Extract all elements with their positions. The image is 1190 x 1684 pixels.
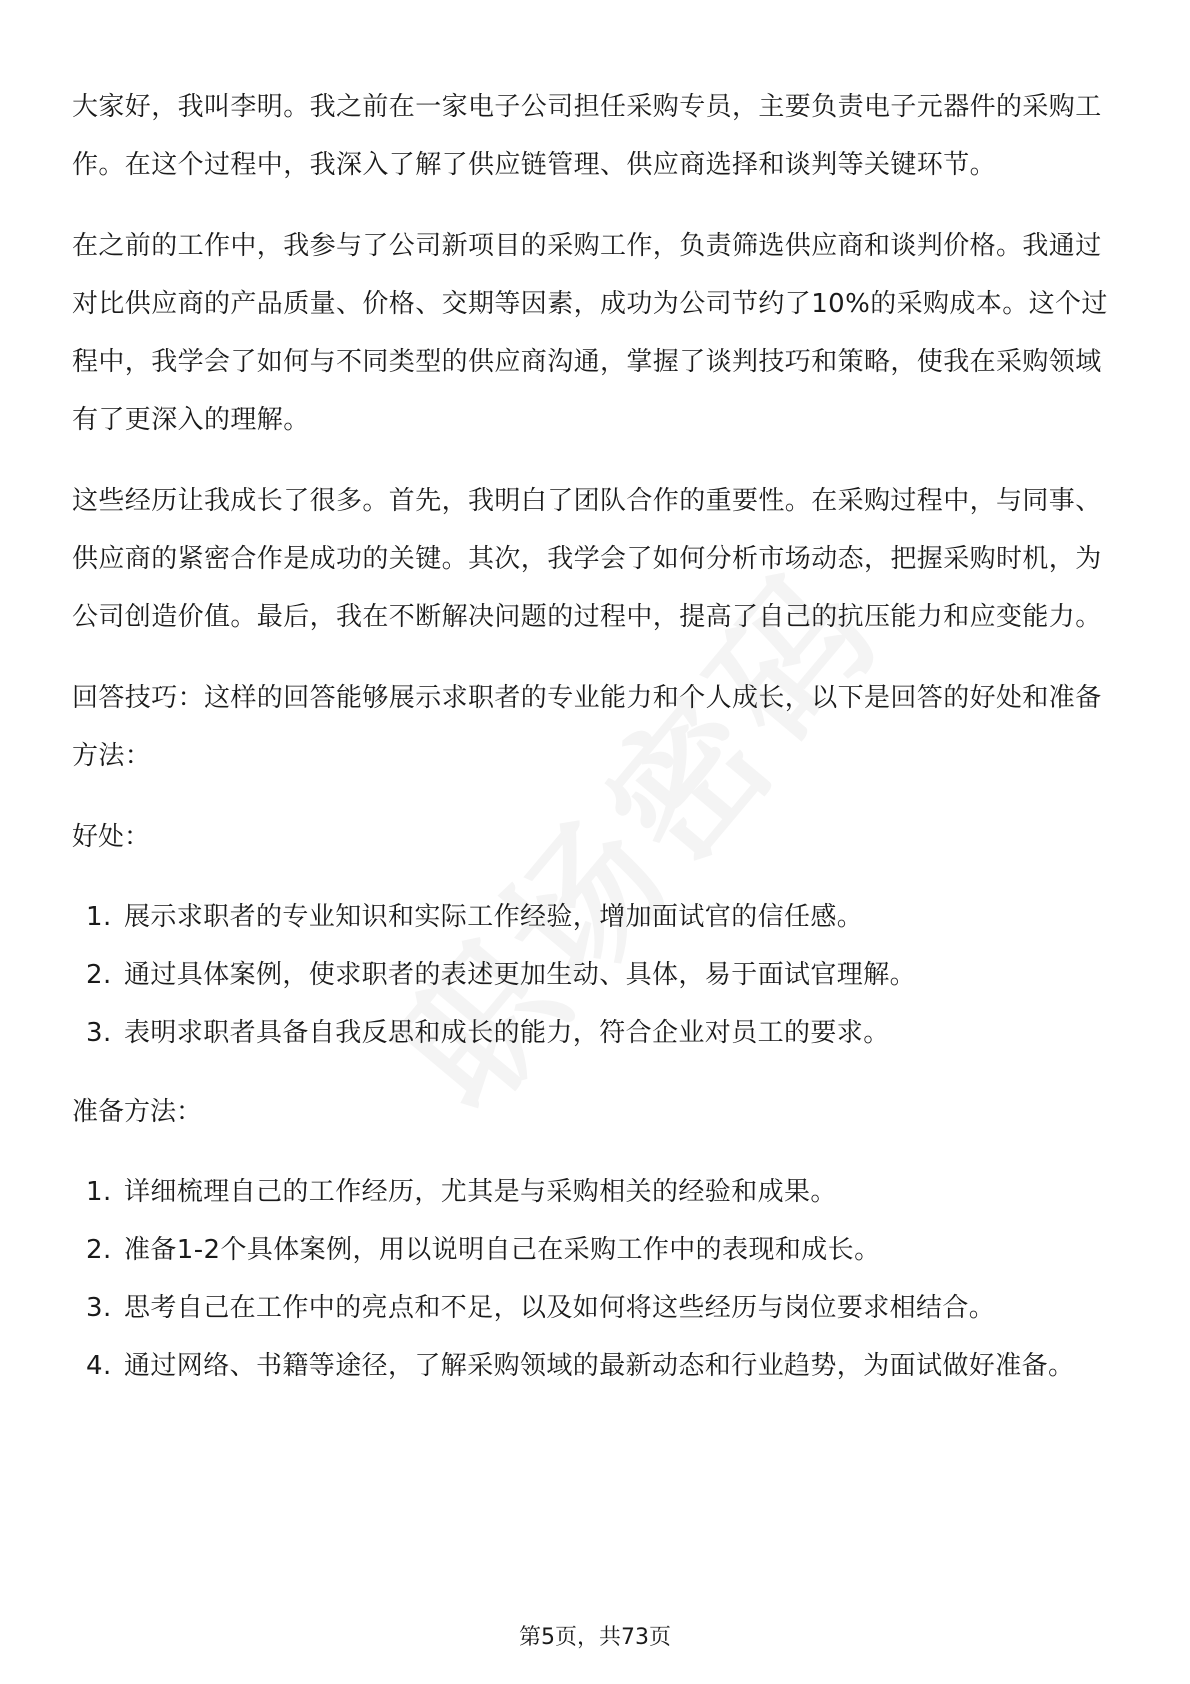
list-number: 2. bbox=[86, 960, 112, 990]
list-item-text: 详细梳理自己的工作经历，尤其是与采购相关的经验和成果。 bbox=[124, 1177, 837, 1207]
list-item-text: 准备1-2个具体案例，用以说明自己在采购工作中的表现和成长。 bbox=[124, 1235, 881, 1265]
paragraph-answer-tips: 回答技巧：这样的回答能够展示求职者的专业能力和个人成长，以下是回答的好处和准备方法： bbox=[72, 683, 1102, 771]
benefits-heading: 好处： bbox=[72, 822, 151, 852]
paragraph-intro: 大家好，我叫李明。我之前在一家电子公司担任采购专员，主要负责电子元器件的采购工作。在这个过程中，我深入了解了供应链管理、供应商选择和谈判等关键环节。 bbox=[72, 92, 1102, 180]
list-number: 3. bbox=[86, 1018, 112, 1048]
list-number: 1. bbox=[86, 1177, 112, 1207]
list-item-text: 通过具体案例，使求职者的表述更加生动、具体，易于面试官理解。 bbox=[124, 960, 917, 990]
list-number: 1. bbox=[86, 902, 112, 932]
list-item bbox=[72, 1004, 1112, 1062]
list-number: 2. bbox=[86, 1235, 112, 1265]
page-footer: 第5页，共73页 bbox=[519, 1625, 671, 1650]
list-item-text: 表明求职者具备自我反思和成长的能力，符合企业对员工的要求。 bbox=[124, 1018, 890, 1048]
list-item-text: 通过网络、书籍等途径，了解采购领域的最新动态和行业趋势，为面试做好准备。 bbox=[124, 1351, 1075, 1381]
list-item-text: 展示求职者的专业知识和实际工作经验，增加面试官的信任感。 bbox=[124, 902, 864, 932]
document-body bbox=[72, 78, 1112, 1416]
paragraph-experience: 在之前的工作中，我参与了公司新项目的采购工作，负责筛选供应商和谈判价格。我通过对比供应商的产品质量、价格、交期等因素，成功为公司节约了10%的采购成本。这个过程中，我学会了如何与不同类型的供应商沟通，掌握了谈判技巧和策略，使我在采购领域有了更深入的理解。 bbox=[72, 231, 1108, 435]
list-item-text: 思考自己在工作中的亮点和不足，以及如何将这些经历与岗位要求相结合。 bbox=[124, 1293, 996, 1323]
list-item bbox=[72, 1337, 1112, 1395]
list-number: 3. bbox=[86, 1293, 112, 1323]
list-item bbox=[72, 1221, 1112, 1279]
list-number: 4. bbox=[86, 1351, 112, 1381]
list-item bbox=[72, 1279, 1112, 1337]
list-item bbox=[72, 888, 1112, 946]
paragraph-growth: 这些经历让我成长了很多。首先，我明白了团队合作的重要性。在采购过程中，与同事、供应商的紧密合作是成功的关键。其次，我学会了如何分析市场动态，把握采购时机，为公司创造价值。最后，我在不断解决问题的过程中，提高了自己的抗压能力和应变能力。 bbox=[72, 486, 1102, 632]
list-item bbox=[72, 946, 1112, 1004]
preparation-heading: 准备方法： bbox=[72, 1097, 203, 1127]
list-item bbox=[72, 1163, 1112, 1221]
preparation-list bbox=[72, 1163, 1112, 1395]
benefits-list bbox=[72, 888, 1112, 1062]
